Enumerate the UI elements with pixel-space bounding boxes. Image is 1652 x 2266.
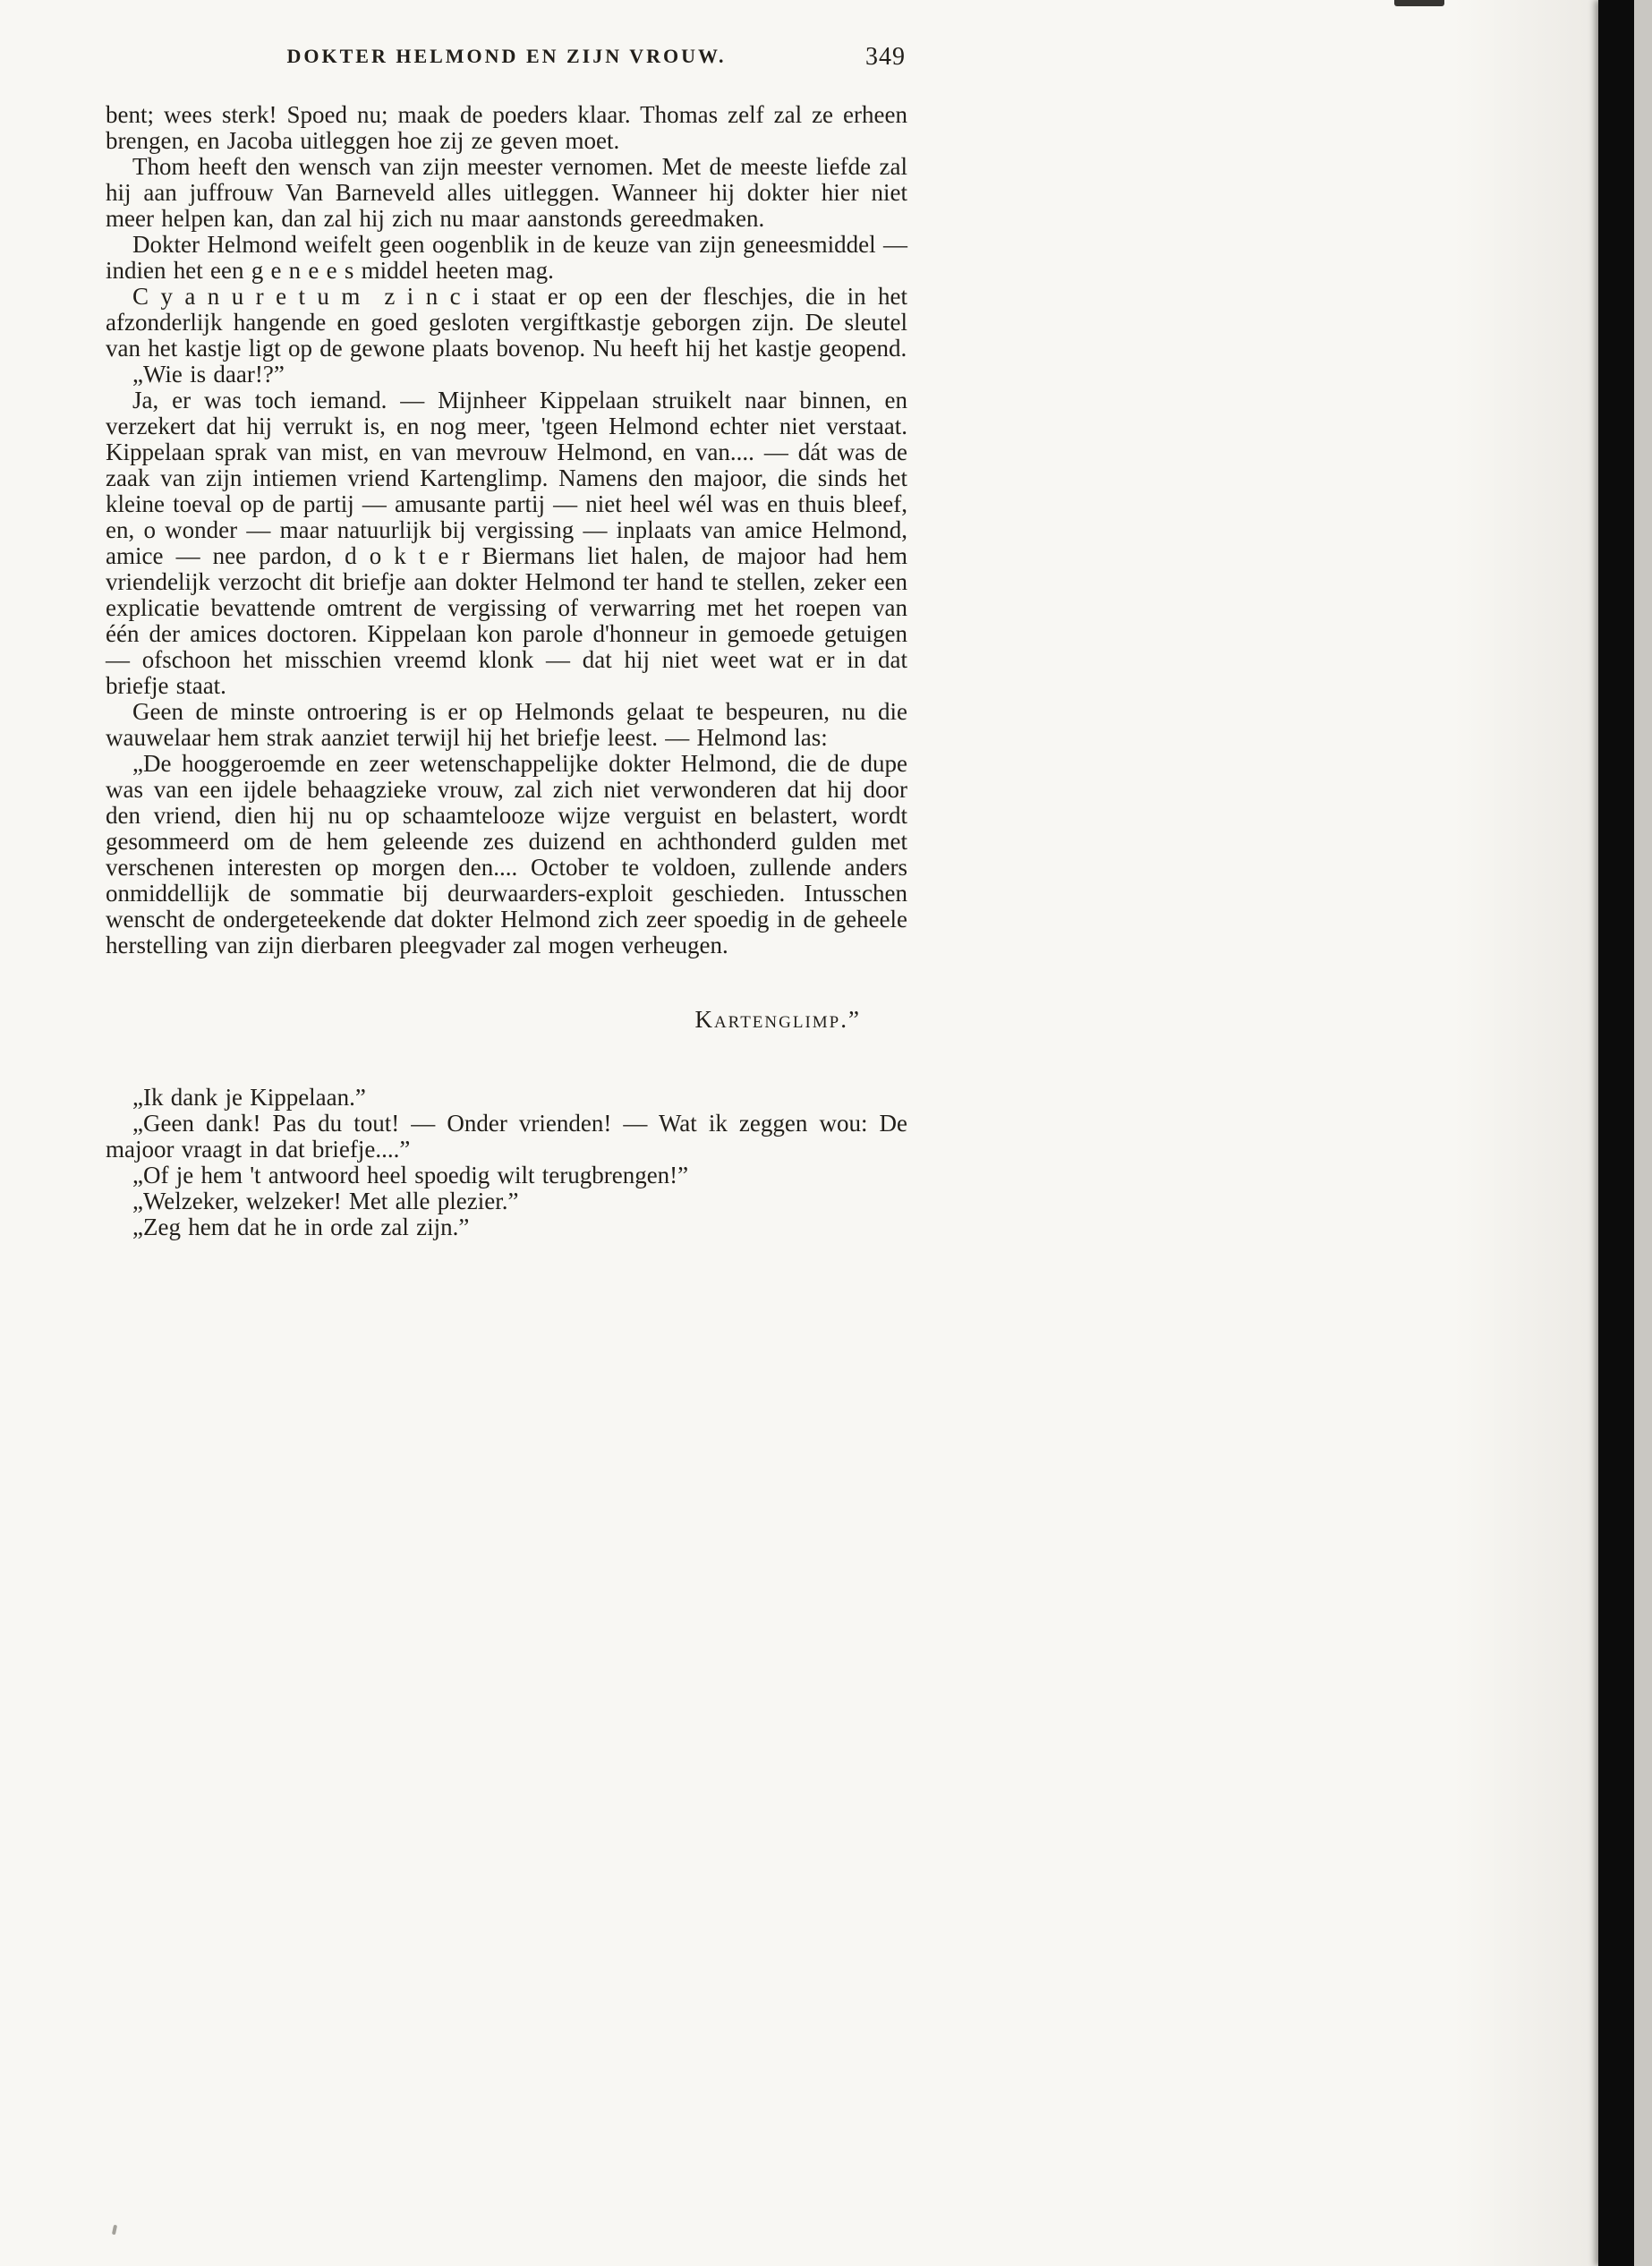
scan-edge-strip	[1634, 0, 1652, 2266]
dialogue-line: „Welzeker, welzeker! Met alle plezier.”	[132, 1188, 519, 1214]
dialogue-line: „Of je hem 't antwoord heel spoedig wilt terugbrengen!”	[132, 1162, 689, 1188]
dialogue-section	[106, 1085, 907, 1240]
paragraph-quote: „Wie is daar!?”	[132, 361, 285, 388]
book-binding-shadow	[1598, 0, 1634, 2266]
paragraph: Dokter Helmond weifelt geen oogenblik in de keuze van zijn geneesmiddel — indien het een g e n e e s middel heeten mag.	[106, 231, 907, 284]
letter-paragraph: „De hooggeroemde en zeer wetenschappelijke dokter Helmond, die de dupe was van een ijdele behaagzieke vrouw, zal zich niet verwonderen dat hij door den vriend, dien hij nu op schaamtelooze wijze verguist en belastert, wordt gesommeerd om de hem geleende zes duizend en achthonderd gulden met verschenen interesten op morgen den.... October te voldoen, zullende anders onmiddellijk de sommatie bij deurwaarders-exploit geschieden. Intusschen wenscht de ondergeteekende dat dokter Helmond zich zeer spoedig in de geheele herstelling van zijn dierbaren pleegvader zal mogen verheugen.	[106, 750, 907, 958]
letter-signature: Kartenglimp.”	[694, 1006, 861, 1033]
dialogue-line: „Zeg hem dat he in orde zal zijn.”	[132, 1214, 470, 1240]
scan-speck	[112, 2225, 117, 2236]
paragraph: Ja, er was toch iemand. — Mijnheer Kippelaan struikelt naar binnen, en verzekert dat hij verrukt is, en nog meer, 'tgeen Helmond echter niet verstaat. Kippelaan sprak van mist, en van mevrouw Helmond, en van.... — dát was de zaak van zijn intiemen vriend Kartenglimp. Namens den majoor, die sinds het kleine toeval op de partij — amusante partij — niet heel wél was en thuis bleef, en, o wonder — maar natuurlijk bij vergissing — inplaats van amice Helmond, amice — nee pardon, d o k t e r Biermans liet halen, de majoor had hem vriendelijk verzocht dit briefje aan dokter Helmond ter hand te stellen, zeker een explicatie bevattende omtrent de vergissing of verwarring met het roepen van één der amices doctoren. Kippelaan kon parole d'honneur in gemoede getuigen — ofschoon het misschien vreemd klonk — dat hij niet weet wat er in dat briefje staat.	[106, 387, 907, 699]
paragraph: Geen de minste ontroering is er op Helmonds gelaat te bespeuren, nu die wauwelaar hem strak aanziet terwijl hij het briefje leest. — Helmond las:	[106, 698, 907, 751]
page-number: 349	[865, 43, 906, 71]
page-content	[106, 45, 907, 1240]
paragraph: Thom heeft den wensch van zijn meester vernomen. Met de meeste liefde zal hij aan juffrouw Van Barneveld alles uitleggen. Wanneer hij dokter hier niet meer helpen kan, dan zal hij zich nu maar aanstonds gereedmaken.	[106, 153, 907, 232]
paragraph: C y a n u r e t u m z i n c i staat er op een der fleschjes, die in het afzonderlijk hangende en goed gesloten vergiftkastje geborgen zijn. De sleutel van het kastje ligt op de gewone plaats bovenop. Nu heeft hij het kastje geopend.	[106, 283, 907, 362]
scan-artifact-mark	[1394, 0, 1444, 6]
dialogue-line: „Geen dank! Pas du tout! — Onder vrienden! — Wat ik zeggen wou: De majoor vraagt in dat briefje....”	[106, 1110, 907, 1163]
header-title: DOKTER HELMOND EN ZIJN VROUW.	[286, 45, 727, 67]
running-header	[106, 45, 907, 79]
paragraph: bent; wees sterk! Spoed nu; maak de poeders klaar. Thomas zelf zal ze erheen brengen, en Jacoba uitleggen hoe zij ze geven moet.	[106, 101, 907, 154]
dialogue-line: „Ik dank je Kippelaan.”	[132, 1084, 366, 1111]
